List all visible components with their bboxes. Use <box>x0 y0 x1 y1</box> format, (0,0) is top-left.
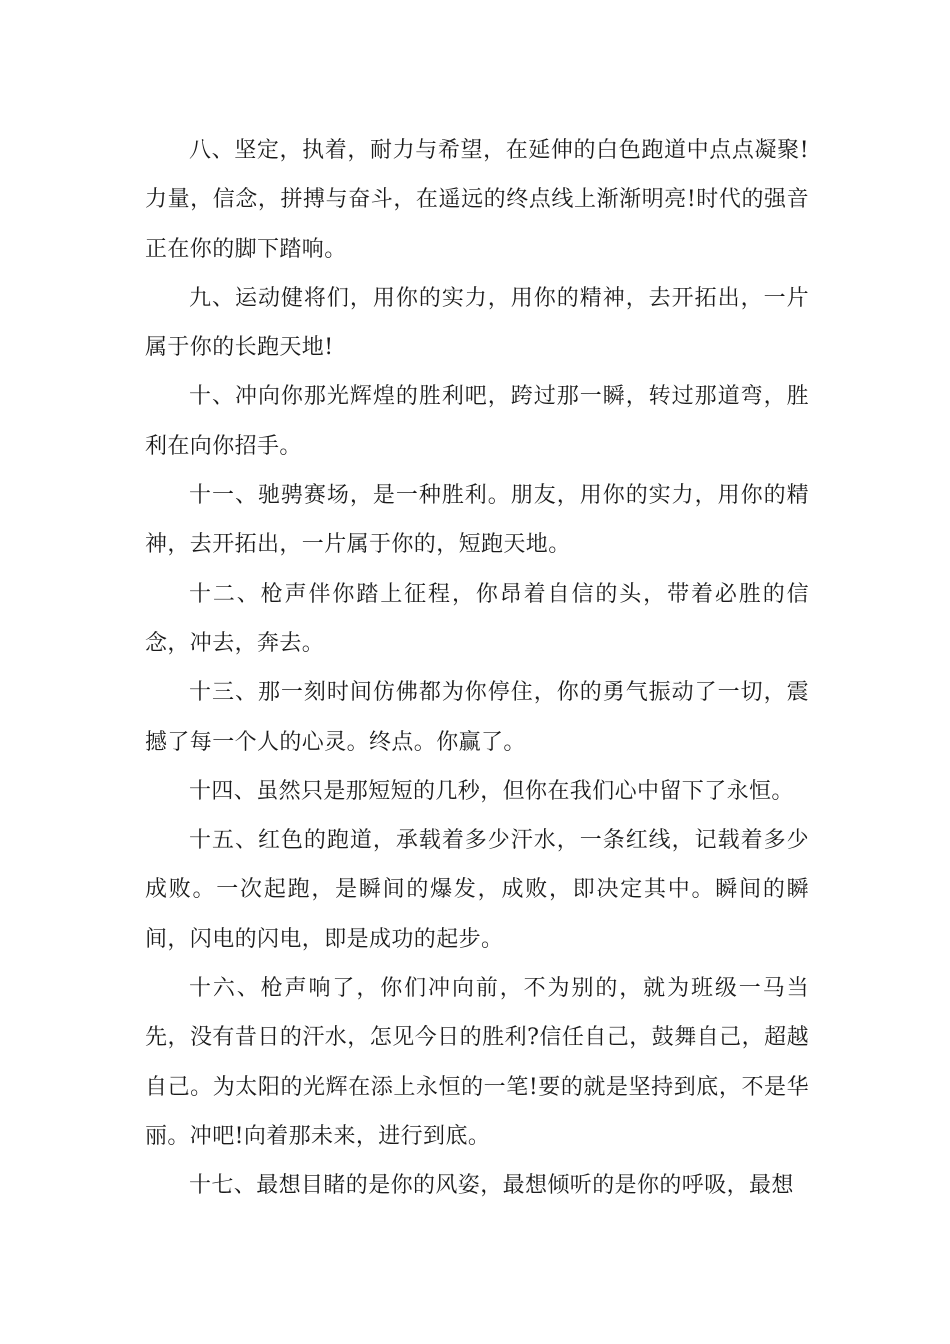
paragraph-14: 十四、虽然只是那短短的几秒，但你在我们心中留下了永恒。 <box>189 778 794 804</box>
paragraph-15: 十五、红色的跑道，承载着多少汗水，一条红线，记载着多少成败。一次起跑，是瞬间的爆发，成败，即决定其中。瞬间的瞬间，闪电的闪电，即是成功的起步。 <box>145 828 809 952</box>
paragraph-9: 九、运动健将们，用你的实力，用你的精神，去开拓出，一片属于你的长跑天地! <box>145 285 809 361</box>
paragraph-17: 十七、最想目睹的是你的风姿，最想倾听的是你的呼吸，最想 <box>189 1173 794 1199</box>
paragraph-11: 十一、驰骋赛场，是一种胜利。朋友，用你的实力，用你的精神，去开拓出，一片属于你的，短跑天地。 <box>145 483 809 558</box>
paragraph-13: 十三、那一刻时间仿佛都为你停住，你的勇气振动了一切，震撼了每一个人的心灵。终点。你赢了。 <box>145 680 809 755</box>
paragraph-12: 十二、枪声伴你踏上征程，你昂着自信的头，带着必胜的信念，冲去，奔去。 <box>145 581 809 656</box>
paragraph-16: 十六、枪声响了，你们冲向前，不为别的，就为班级一马当先，没有昔日的汗水，怎见今日的胜利?信任自己，鼓舞自己，超越自己。为太阳的光辉在添上永恒的一笔!要的就是坚持到底，不是华丽。冲吧!向着那未来，进行到底。 <box>145 976 809 1149</box>
document-body <box>145 126 809 1211</box>
paragraph-10: 十、冲向你那光辉煌的胜利吧，跨过那一瞬，转过那道弯，胜利在向你招手。 <box>145 384 809 459</box>
paragraph-8: 八、坚定，执着，耐力与希望，在延伸的白色跑道中点点凝聚!力量，信念，拼搏与奋斗，在遥远的终点线上渐渐明亮!时代的强音正在你的脚下踏响。 <box>145 138 809 262</box>
